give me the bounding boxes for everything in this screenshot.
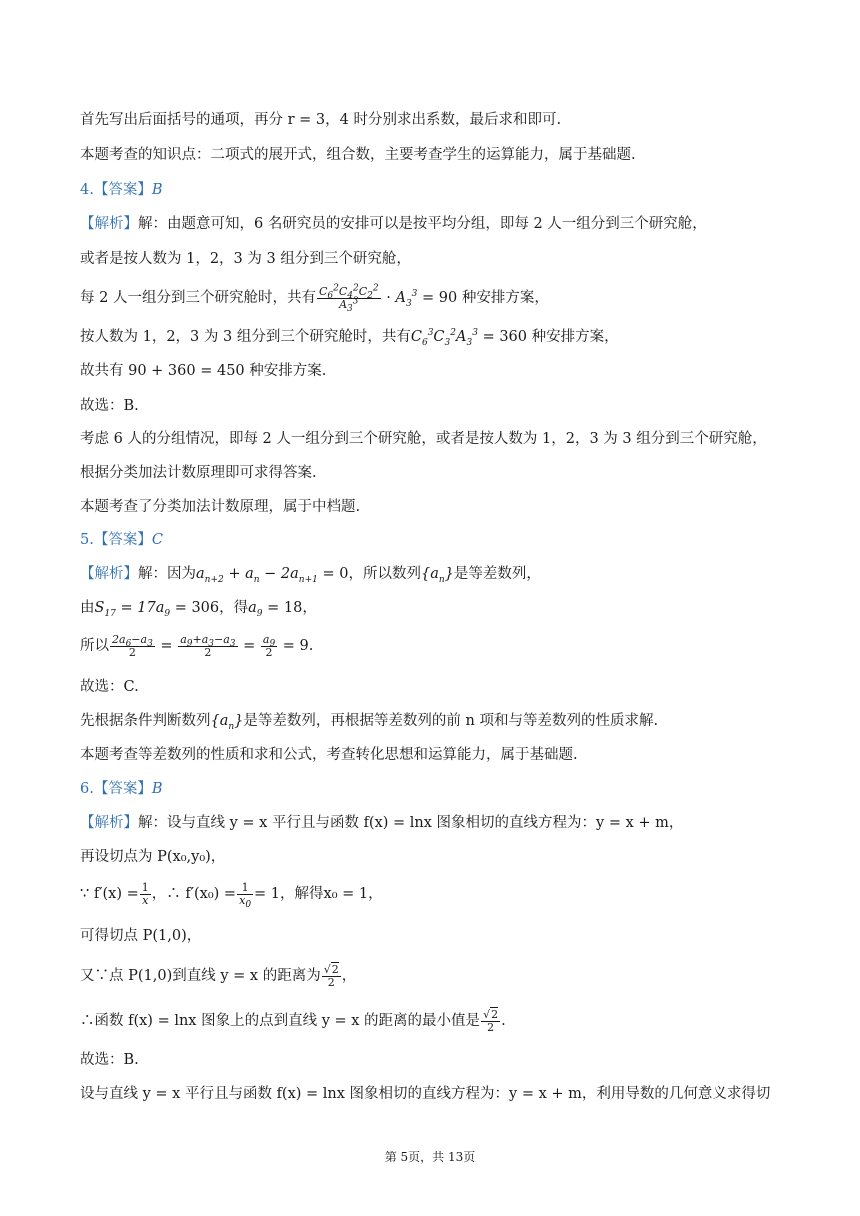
- text-span: .: [501, 1013, 506, 1029]
- answer-heading-6: [80, 779, 800, 799]
- formula-line: 先根据条件判断数列$\{a_n\}$是等差数列，再根据等差数列的前 n 项和与等差数列的性质求解.: [80, 713, 659, 732]
- answer-letter: B: [151, 182, 163, 198]
- text-span: = 306，得: [174, 600, 249, 616]
- text-span: 解：设与直线 y = x 平行且与函数 f(x) = lnx 图象相切的直线方程为：y = x + m，: [138, 815, 684, 831]
- answer-label: 5.【答案】: [80, 532, 152, 548]
- text-line: 再设切点为 P(x₀,y₀)，: [80, 849, 226, 865]
- fraction: $\frac{1}{x_0}$: [239, 880, 252, 910]
- analysis-line: [80, 813, 800, 833]
- text-span: = 9.: [282, 638, 314, 654]
- text-span: = 0，所以数列: [322, 566, 421, 582]
- text-span: 解：因为: [138, 566, 196, 582]
- text-span: 由: [80, 600, 95, 616]
- text-span: 又∵点 P(1,0)到直线 y = x 的距离为: [80, 968, 321, 984]
- text-line: 本题考查的知识点：二项式的展开式，组合数，主要考查学生的运算能力，属于基础题.: [80, 147, 636, 163]
- text-span: 按人数为 1，2，3 为 3 组分到三个研究舱时，共有: [80, 329, 411, 345]
- text-span: ，∴ f′(x₀) =: [151, 886, 237, 902]
- fraction: $\frac{a_9+a_3-a_3}{2}$: [180, 632, 236, 659]
- fraction: $\frac{C_6^2C_4^2C_2^2}{A_3^3}$: [318, 282, 379, 314]
- text-span: ∴函数 f(x) = lnx 图象上的点到直线 y = x 的距离的最小值是: [80, 1013, 481, 1029]
- formula-line: 按人数为 1，2，3 为 3 组分到三个研究舱时，共有$C_6^3C_3^2A_3^3 = 360$ 种安排方案，: [80, 328, 619, 348]
- text-line: 本题考查了分类加法计数原理，属于中档题.: [80, 499, 361, 515]
- formula-line: [80, 1006, 800, 1036]
- text-span: = 18，: [267, 600, 317, 616]
- text-span: = 1，解得x₀ = 1，: [254, 886, 383, 902]
- fraction: $\frac{a_9}{2}$: [262, 632, 276, 659]
- analysis-line: [80, 214, 800, 234]
- analysis-tag: 【解析】: [80, 566, 138, 582]
- text-span: = 90 种安排方案，: [422, 290, 549, 306]
- text-span: 所以: [80, 638, 109, 654]
- text-line: 故选：B.: [80, 1052, 139, 1068]
- fraction: $\frac{2a_6-a_3}{2}$: [112, 632, 153, 659]
- page-footer: 第 5页，共 13页: [384, 1150, 476, 1164]
- analysis-tag: 【解析】: [80, 216, 138, 232]
- text-line: 设与直线 y = x 平行且与函数 f(x) = lnx 图象相切的直线方程为：y = x + m，利用导数的几何意义求得切: [80, 1086, 771, 1102]
- text-span: 每 2 人一组分到三个研究舱时，共有: [80, 290, 316, 306]
- formula-line: 每 2 人一组分到三个研究舱时，共有 $\frac{C_6^2C_4^2C_2^2}{A_3^3}$ · $A_3^3 = 90$ 种安排方案，: [80, 282, 549, 314]
- text-line: 故共有 90 + 360 = 450 种安排方案.: [80, 363, 327, 379]
- text-span: 解：由题意可知，6 名研究员的安排可以是按平均分组，即每 2 人一组分到三个研究舱，: [138, 216, 707, 232]
- text-line: 首先写出后面括号的通项，再分 r = 3，4 时分别求出系数，最后求和即可.: [80, 112, 562, 128]
- answer-label: 6.【答案】: [80, 781, 152, 797]
- answer-letter: C: [151, 532, 163, 548]
- text-line: 或者是按人数为 1，2，3 为 3 组分到三个研究舱，: [80, 251, 411, 267]
- fraction: $\frac{√2}{2}$: [483, 1007, 499, 1034]
- answer-label: 4.【答案】: [80, 182, 152, 198]
- formula-line: 所以 $\frac{2a_6-a_3}{2}$ = $\frac{a_9+a_3-a_3}{2}$ = $\frac{a_9}{2}$ = 9.: [80, 632, 314, 659]
- answer-letter: B: [151, 781, 163, 797]
- text-line: 根据分类加法计数原理即可求得答案.: [80, 465, 317, 481]
- formula-line: [80, 879, 800, 909]
- text-span: ，: [341, 968, 357, 984]
- text-line: 可得切点 P(1,0)，: [80, 928, 202, 944]
- text-line: 故选：C.: [80, 679, 139, 695]
- analysis-line: 【解析】解：因为$a_{n+2} + a_n - 2a_{n+1} = 0$，所以数列$\{a_n\}$是等差数列，: [80, 566, 541, 585]
- text-span: 先根据条件判断数列: [80, 713, 211, 729]
- fraction: $\frac{√2}{2}$: [323, 962, 339, 989]
- formula-line: 由$S_{17} = 17a_9 = 306$，得$a_9 = 18$，: [80, 600, 317, 619]
- answer-heading-4: [80, 180, 800, 200]
- text-line: 故选：B.: [80, 398, 139, 414]
- answer-heading-5: [80, 530, 800, 550]
- text-span: 是等差数列，再根据等差数列的前 n 项和与等差数列的性质求解.: [243, 713, 659, 729]
- formula-line: [80, 961, 800, 991]
- text-span: ∵ f′(x) =: [80, 886, 139, 902]
- text-line: 本题考查等差数列的性质和求和公式，考查转化思想和运算能力，属于基础题.: [80, 747, 578, 763]
- text-span: = 360 种安排方案，: [482, 329, 619, 345]
- analysis-tag: 【解析】: [80, 815, 138, 831]
- text-line: 考虑 6 人的分组情况，即每 2 人一组分到三个研究舱，或者是按人数为 1，2，3 为 3 组分到三个研究舱，: [80, 431, 767, 447]
- fraction: $\frac{1}{x}$: [141, 880, 149, 907]
- text-span: 是等差数列，: [453, 566, 541, 582]
